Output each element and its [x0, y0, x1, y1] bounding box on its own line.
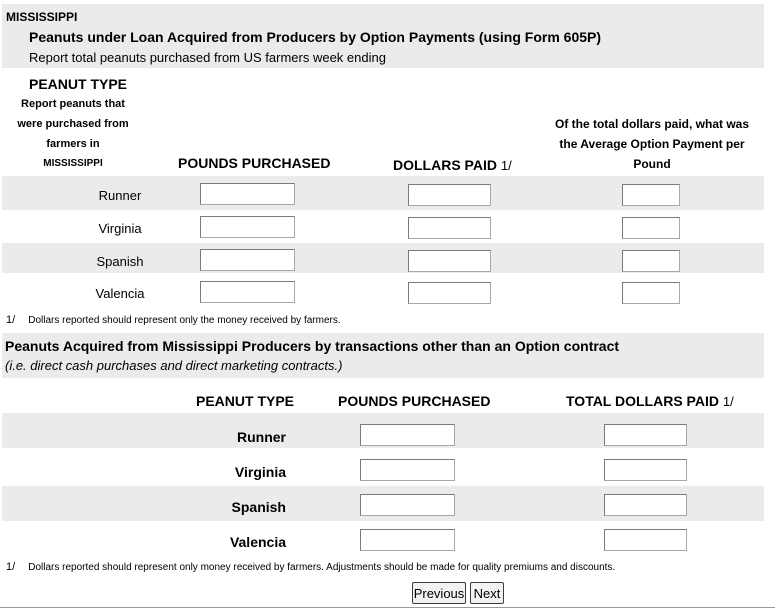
valencia-avg-payment-input[interactable]: [622, 282, 680, 304]
section2-subtitle: (i.e. direct cash purchases and direct marketing contracts.): [5, 358, 343, 373]
spanish-total-dollars-input[interactable]: [604, 494, 687, 516]
valencia-pounds-input[interactable]: [200, 281, 295, 303]
spanish-dollars-input[interactable]: [408, 250, 491, 272]
type-note-line: farmers in: [46, 138, 100, 150]
pounds-purchased-header: POUNDS PURCHASED: [178, 155, 331, 171]
spanish-avg-payment-input[interactable]: [622, 250, 680, 272]
bottom-divider: [0, 607, 775, 608]
runner-pounds-input[interactable]: [200, 183, 295, 205]
state-title: MISSISSIPPI: [6, 10, 78, 24]
avg-header-line: the Average Option Payment per: [559, 137, 745, 151]
section2-title: Peanuts Acquired from Mississippi Producers by transactions other than an Option contract: [5, 338, 620, 354]
footnote: [6, 314, 341, 326]
peanut-type-header: PEANUT TYPE: [29, 76, 128, 92]
valencia-dollars-input[interactable]: [408, 282, 491, 304]
virginia-pounds-input[interactable]: [360, 459, 455, 481]
previous-button[interactable]: Previous: [412, 582, 466, 604]
total-dollars-paid-header: [566, 393, 734, 409]
peanut-type-header: PEANUT TYPE: [196, 393, 295, 409]
peanut-type-note: [2, 94, 144, 174]
peanut-type-label: Spanish: [231, 499, 286, 515]
runner-pounds-input[interactable]: [360, 424, 455, 446]
type-note-line: MISSISSIPPI: [43, 158, 103, 169]
type-note-line: Report peanuts that: [21, 98, 125, 110]
dollars-paid-label: DOLLARS PAID: [393, 157, 497, 173]
runner-dollars-input[interactable]: [408, 184, 491, 206]
runner-avg-payment-input[interactable]: [622, 184, 680, 206]
footnote-ref: 1/: [722, 394, 734, 409]
spanish-pounds-input[interactable]: [200, 249, 295, 271]
avg-header-line: Pound: [633, 157, 671, 171]
virginia-total-dollars-input[interactable]: [604, 459, 687, 481]
section1-title: Peanuts under Loan Acquired from Producers by Option Payments (using Form 605P): [29, 29, 602, 45]
type-note-line: were purchased from: [17, 118, 129, 130]
next-button[interactable]: Next: [470, 582, 504, 604]
peanut-type-label: Virginia: [234, 464, 286, 480]
virginia-avg-payment-input[interactable]: [622, 217, 680, 239]
avg-header-line: Of the total dollars paid, what was: [554, 117, 750, 131]
dollars-paid-header: [393, 157, 512, 173]
footnote-text: Dollars reported should represent only the money received by farmers.: [28, 315, 341, 326]
spanish-pounds-input[interactable]: [360, 494, 455, 516]
peanut-type-label: Valencia: [95, 286, 145, 301]
avg-option-payment-header: [548, 114, 756, 174]
peanut-type-label: Virginia: [98, 221, 142, 236]
footnote-ref: 1/: [500, 158, 512, 173]
footnote: [6, 561, 615, 573]
footnote-ref: 1/: [6, 314, 16, 326]
total-dollars-label: TOTAL DOLLARS PAID: [566, 393, 719, 409]
pounds-purchased-header: POUNDS PURCHASED: [338, 393, 491, 409]
runner-total-dollars-input[interactable]: [604, 424, 687, 446]
peanut-type-label: Runner: [237, 429, 286, 445]
section1-subtitle: Report total peanuts purchased from US farmers week ending: [29, 50, 386, 65]
peanut-type-label: Spanish: [96, 254, 144, 269]
virginia-pounds-input[interactable]: [200, 216, 295, 238]
peanut-type-label: Valencia: [229, 534, 286, 550]
valencia-pounds-input[interactable]: [360, 529, 455, 551]
footnote-text: Dollars reported should represent only money received by farmers. Adjustments should be made for quality premiums and discounts.: [28, 562, 616, 573]
valencia-total-dollars-input[interactable]: [604, 529, 687, 551]
peanut-type-label: Runner: [98, 188, 142, 203]
virginia-dollars-input[interactable]: [408, 217, 491, 239]
footnote-ref: 1/: [6, 561, 16, 573]
